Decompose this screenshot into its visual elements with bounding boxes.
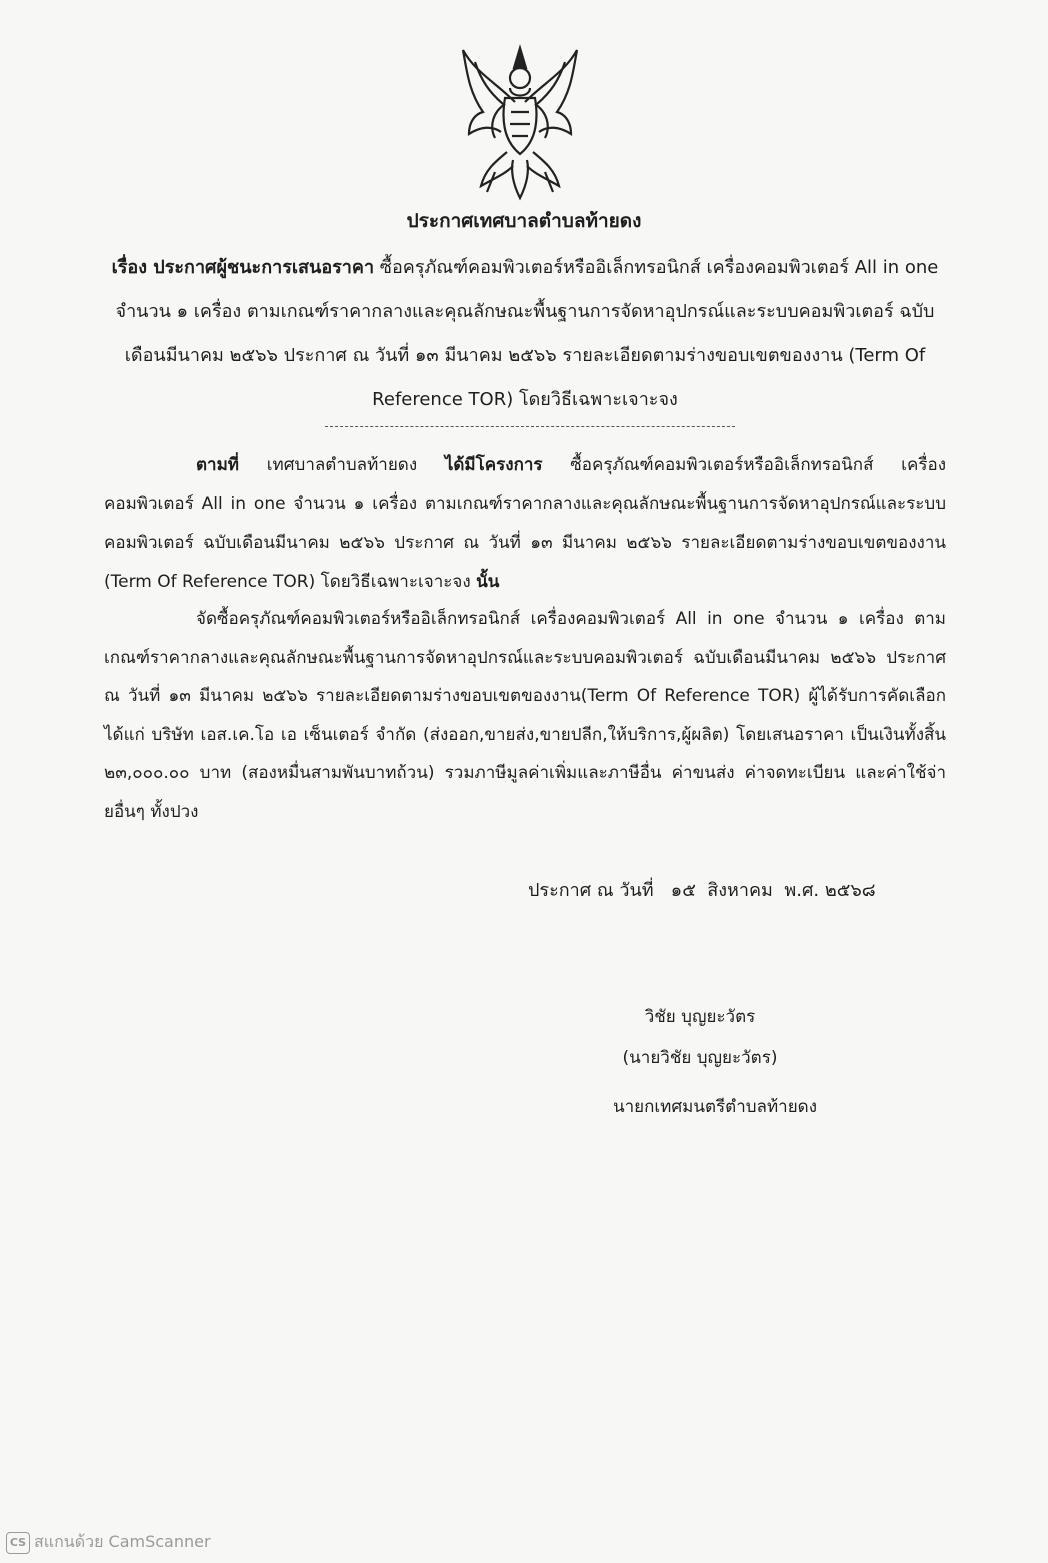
p2-amount-words: (สองหมื่นสามพันบาทถ้วน): [231, 763, 445, 783]
camscanner-logo-icon: CS: [6, 1532, 30, 1554]
signature-name: วิชัย บุญยะวัตร: [644, 1007, 756, 1027]
p2-amount: ๒๓,๐๐๐.๐๐ บาท: [104, 763, 232, 783]
camscanner-watermark: [6, 1530, 211, 1555]
paragraph-2: [104, 600, 946, 831]
p2-text-2: รวมภาษีมูลค่าเพิ่มและภาษีอื่น ค่าขนส่ง ค่าจดทะเบียน และค่าใช้จ่ายอื่นๆ ทั้งปวง: [104, 763, 947, 822]
p1-end: นั้น: [476, 572, 500, 592]
subject-label: เรื่อง ประกาศผู้ชนะการเสนอราคา: [111, 257, 375, 278]
announcement-date: ประกาศ ณ วันที่ ๑๕ สิงหาคม พ.ศ. ๒๕๖๘: [528, 880, 876, 901]
signature-position: นายกเทศมนตรีตำบลท้ายดง: [612, 1097, 818, 1117]
paragraph-1: [104, 446, 946, 602]
subject-block: [100, 246, 950, 422]
p1-text-1: เทศบาลตำบลท้ายดง: [239, 455, 445, 475]
garuda-emblem-icon: [455, 42, 585, 202]
announcement-title: ประกาศเทศบาลตำบลท้ายดง: [406, 210, 642, 232]
subject-text: ซื้อครุภัณฑ์คอมพิวเตอร์หรืออิเล็กทรอนิกส์ เครื่องคอมพิวเตอร์ All in one จำนวน ๑ เครื่อง ตามเกณฑ์ราคากลางและคุณลักษณะพื้นฐานการจัดหาอุปกรณ์และระบบคอมพิวเตอร์ ฉบับเดือนมีนาคม ๒๕๖๖ ประกาศ ณ วันที่ ๑๓ มีนาคม ๒๕๖๖ รายละเอียดตามร่างขอบเขตของงาน (Term Of Reference TOR) โดยวิธีเฉพาะเจาะจง: [115, 257, 939, 410]
p1-bold-1: ได้มีโครงการ: [444, 455, 543, 475]
p2-text-1: จัดซื้อครุภัณฑ์คอมพิวเตอร์หรืออิเล็กทรอนิกส์ เครื่องคอมพิวเตอร์ All in one จำนวน ๑ เครื่อง ตามเกณฑ์ราคากลางและคุณลักษณะพื้นฐานการจัดหาอุปกรณ์และระบบคอมพิวเตอร์ ฉบับเดือนมีนาคม ๒๕๖๖ ประกาศ ณ วันที่ ๑๓ มีนาคม ๒๕๖๖ รายละเอียดตามร่างขอบเขตของงาน(Term Of Reference TOR) ผู้ได้รับการคัดเลือก ได้แก่ บริษัท เอส.เค.โอ เอ เซ็นเตอร์ จำกัด (ส่งออก,ขายส่ง,ขายปลีก,ให้บริการ,ผู้ผลิต) โดยเสนอราคา เป็นเงินทั้งสิ้น: [104, 609, 946, 745]
watermark-text: สแกนด้วย CamScanner: [34, 1532, 211, 1551]
p1-text-2: ซื้อครุภัณฑ์คอมพิวเตอร์หรืออิเล็กทรอนิกส์ เครื่องคอมพิวเตอร์ All in one จำนวน ๑ เครื่อง ตามเกณฑ์ราคากลางและคุณลักษณะพื้นฐานการจัดหาอุปกรณ์และระบบคอมพิวเตอร์ ฉบับเดือนมีนาคม ๒๕๖๖ ประกาศ ณ วันที่ ๑๓ มีนาคม ๒๕๖๖ รายละเอียดตามร่างขอบเขตของงาน (Term Of Reference TOR) โดยวิธีเฉพาะเจาะจง: [104, 455, 946, 592]
divider-line: [325, 426, 735, 427]
p1-lead: ตามที่: [196, 455, 239, 475]
signature-full-name: (นายวิชัย บุญยะวัตร): [622, 1048, 778, 1068]
